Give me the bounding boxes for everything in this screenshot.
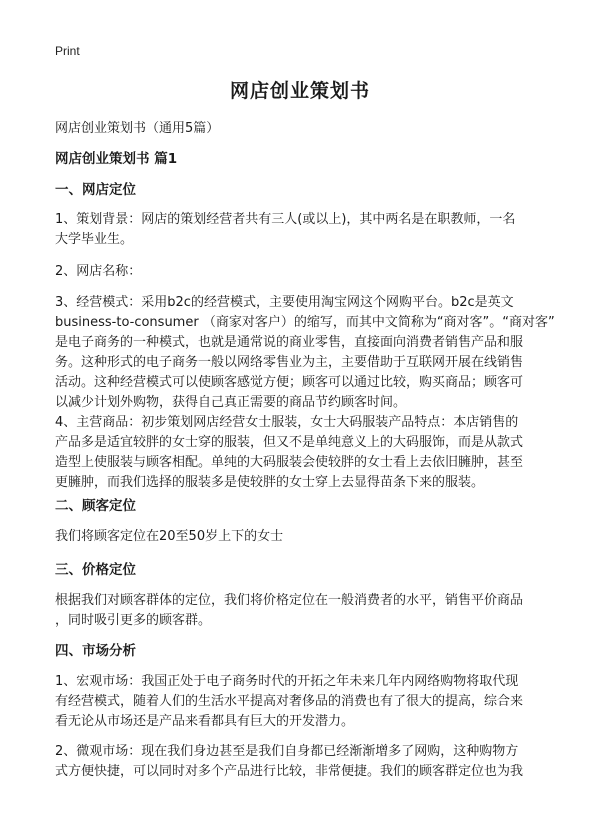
- section-heading-pricing: 三、价格定位: [55, 562, 136, 578]
- paragraph-line: 看无论从市场还是产品来看都具有巨大的开发潜力。: [55, 714, 355, 729]
- section-heading-customers: 二、顾客定位: [55, 498, 136, 514]
- section-heading-positioning: 一、网店定位: [55, 182, 136, 198]
- document-title: 网店创业策划书: [229, 80, 370, 102]
- paragraph-pricing: [55, 591, 555, 631]
- paragraph-line: 1、策划背景：网店的策划经营者共有三人(或以上)，其中两名是在职教师，一名: [55, 212, 516, 227]
- paragraph-shop-name: 2、网店名称：: [55, 264, 142, 279]
- paragraph-macro-market: [55, 672, 555, 732]
- paragraph-main-products: [55, 413, 555, 493]
- paragraph-line: 活动。这种经营模式可以使顾客感觉方便；顾客可以通过比较，购买商品；顾客可: [55, 375, 524, 390]
- paragraph-line: ，同时吸引更多的顾客群。: [55, 613, 212, 628]
- paragraph-line: 有经营模式，随着人们的生活水平提高对奢侈品的消费也有了很大的提高，综合来: [55, 694, 524, 709]
- section-heading-market: 四、市场分析: [55, 643, 136, 659]
- paragraph-line: 根据我们对顾客群体的定位，我们将价格定位在一般消费者的水平，销售平价商品: [55, 593, 524, 608]
- article-heading: 网店创业策划书 篇1: [55, 151, 178, 167]
- paragraph-line: 1、宏观市场：我国正处于电子商务时代的开拓之年未来几年内网络购物将取代现: [55, 674, 519, 689]
- print-link[interactable]: Print: [55, 44, 80, 58]
- paragraph-line: 务。这种形式的电子商务一般以网络零售业为主，主要借助于互联网开展在线销售: [55, 355, 524, 370]
- paragraph-line: 4、主营商品：初步策划网店经营女士服装，女士大码服装产品特点：本店销售的: [55, 415, 519, 430]
- paragraph-business-model: [55, 293, 555, 413]
- paragraph-line: 式方便快捷，可以同时对多个产品进行比较，非常便捷。我们的顾客群定位也为我: [55, 764, 524, 779]
- paragraph-line: 更臃肿，而我们选择的服装多是使较胖的女士穿上去显得苗条下来的服装。: [55, 475, 485, 490]
- paragraph-line: 产品多是适宜较胖的女士穿的服装，但又不是单纯意义上的大码服饰，而是从款式: [55, 435, 524, 450]
- paragraph-line: 大学毕业生。: [55, 232, 134, 247]
- paragraph-line: 以减少计划外购物，获得自己真正需要的商品节约顾客时间。: [55, 395, 407, 410]
- paragraph-customer-target: 我们将顾客定位在20至50岁上下的女士: [55, 529, 284, 544]
- paragraph-line: business-to-consumer （商家对客户）的缩写，而其中文简称为“商对客”。“商对客”: [55, 315, 555, 330]
- document-subtitle: 网店创业策划书（通用5篇）: [55, 121, 220, 136]
- paragraph-micro-market: [55, 742, 555, 782]
- paragraph-line: 造型上使服装与顾客相配。单纯的大码服装会使较胖的女士看上去依旧臃肿，甚至: [55, 455, 524, 470]
- paragraph-background: [55, 210, 555, 250]
- paragraph-line: 是电子商务的一种模式，也就是通常说的商业零售，直接面向消费者销售产品和服: [55, 335, 524, 350]
- paragraph-line: 3、经营模式：采用b2c的经营模式，主要使用淘宝网这个网购平台。b2c是英文: [55, 295, 514, 310]
- paragraph-line: 2、微观市场：现在我们身边甚至是我们自身都已经渐渐增多了网购，这种购物方: [55, 744, 519, 759]
